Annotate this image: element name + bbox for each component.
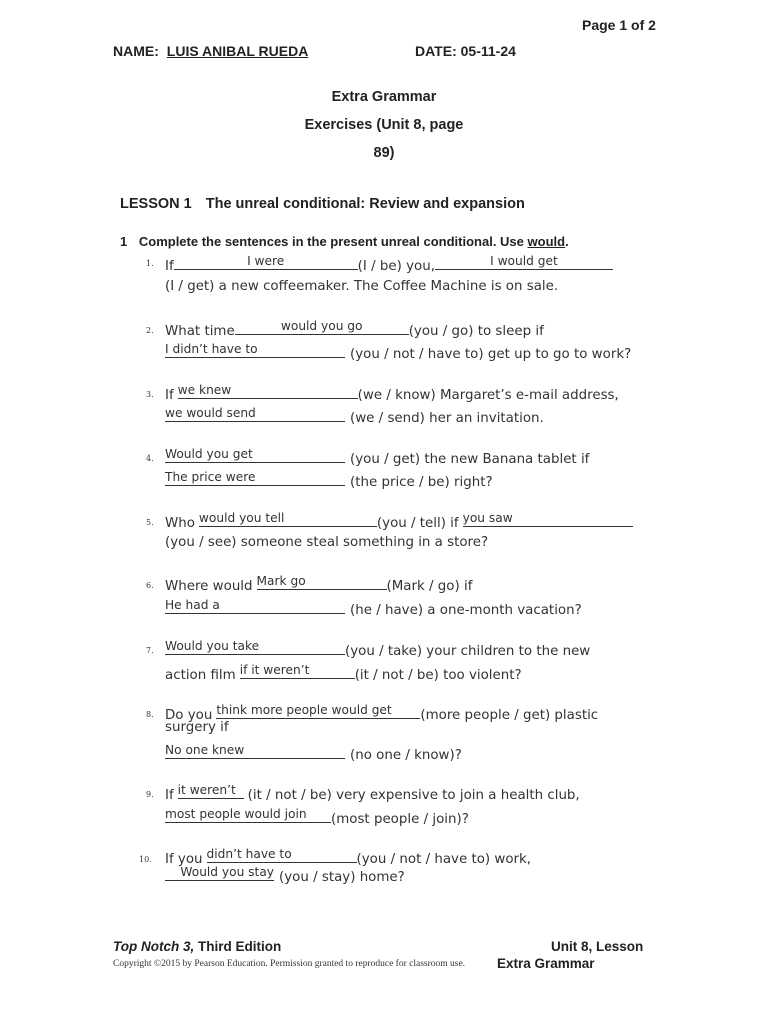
lesson-title: The unreal conditional: Review and expansion <box>205 196 525 212</box>
item-8-line-1 <box>165 704 598 723</box>
item-text: (it / not / be) too violent? <box>354 668 522 683</box>
item-text: Who <box>165 516 195 531</box>
item-text: If <box>165 788 174 803</box>
item-number: 3. <box>146 390 154 399</box>
item-text: (he / have) a one-month vacation? <box>350 603 582 618</box>
item-text: (no one / know)? <box>350 748 462 763</box>
book-edition: Third Edition <box>198 939 282 954</box>
answer-text: if it weren’t <box>239 663 310 677</box>
answer-blank[interactable] <box>165 640 345 655</box>
answer-blank[interactable] <box>174 255 358 270</box>
item-text: If <box>165 259 174 274</box>
answer-text: Would you get <box>165 447 253 461</box>
item-4-line-1 <box>165 448 589 467</box>
answer-blank[interactable] <box>165 744 345 759</box>
item-text: Where would <box>165 579 253 594</box>
answer-blank[interactable] <box>165 599 345 614</box>
item-6-line-2 <box>165 599 582 618</box>
answer-text: would you tell <box>198 511 285 525</box>
answer-text: Would you take <box>165 639 260 653</box>
item-text: (you / not / have to) work, <box>356 852 532 867</box>
item-5-line-2: (you / see) someone steal something in a store? <box>165 535 489 550</box>
answer-text: I didn’t have to <box>165 342 258 356</box>
item-3-line-1 <box>165 384 619 403</box>
instruction-end: . <box>565 234 569 249</box>
item-number: 7. <box>146 646 154 655</box>
answer-blank[interactable] <box>165 471 345 486</box>
item-number: 8. <box>146 710 154 719</box>
item-9-line-2 <box>165 808 469 827</box>
item-5-line-1 <box>165 512 633 531</box>
answer-blank[interactable] <box>240 664 355 679</box>
item-number: 1. <box>146 259 154 268</box>
item-1-line-2: (I / get) a new coffeemaker. The Coffee Machine is on sale. <box>165 279 559 294</box>
item-7-line-1 <box>165 640 590 659</box>
answer-blank[interactable] <box>199 512 377 527</box>
name-row <box>113 43 308 59</box>
item-6-line-1 <box>165 575 472 594</box>
answer-blank[interactable] <box>463 512 633 527</box>
answer-text: Would you stay <box>180 865 274 879</box>
copyright: Copyright ©2015 by Pearson Education. Permission granted to reproduce for classroom use. <box>113 959 466 969</box>
item-text: (you / get) the new Banana tablet if <box>350 452 590 467</box>
answer-text: The price were <box>165 470 256 484</box>
item-text: (the price / be) right? <box>350 475 493 490</box>
answer-text: No one knew <box>165 743 245 757</box>
page-title-line1: Extra Grammar <box>331 89 437 105</box>
item-text: Do you <box>165 708 213 723</box>
item-text: (I / be) you, <box>357 259 435 274</box>
item-text: (Mark / go) if <box>386 579 473 594</box>
footer-section: Extra Grammar <box>497 956 595 971</box>
answer-text: didn’t have to <box>206 847 292 861</box>
answer-text: we knew <box>177 383 232 397</box>
item-text: (you / not / have to) get up to go to work? <box>350 347 632 362</box>
item-4-line-2 <box>165 471 493 490</box>
instruction-text: Complete the sentences in the present unreal conditional. Use <box>138 234 524 249</box>
answer-blank[interactable] <box>216 704 420 719</box>
lesson-label: LESSON 1 <box>120 196 192 212</box>
item-text: If <box>165 388 174 403</box>
answer-text: most people would join <box>165 807 307 821</box>
answer-blank[interactable] <box>165 808 331 823</box>
answer-blank[interactable] <box>257 575 387 590</box>
answer-text: I were <box>247 254 285 268</box>
item-1-line-1 <box>165 255 613 274</box>
item-2-line-2 <box>165 343 631 362</box>
answer-text: He had a <box>165 598 220 612</box>
item-3-line-2 <box>165 407 544 426</box>
item-text: (you / go) to sleep if <box>408 324 544 339</box>
item-text: (more people / get) plastic <box>420 708 599 723</box>
item-text: (you / take) your children to the new <box>345 644 591 659</box>
item-number: 5. <box>146 518 154 527</box>
item-text: (we / send) her an invitation. <box>350 411 544 426</box>
answer-blank[interactable] <box>435 255 613 270</box>
answer-text: it weren’t <box>177 783 236 797</box>
lesson-heading <box>120 196 525 212</box>
name-label: NAME: <box>113 43 159 59</box>
item-text: (it / not / be) very expensive to join a health club, <box>247 788 580 803</box>
item-text: (most people / join)? <box>331 812 469 827</box>
item-number: 2. <box>146 326 154 335</box>
answer-blank[interactable] <box>165 866 274 881</box>
answer-blank[interactable] <box>178 784 244 799</box>
item-9-line-1 <box>165 784 580 803</box>
page-title-line2: Exercises (Unit 8, page <box>304 117 464 133</box>
answer-blank[interactable] <box>165 343 345 358</box>
answer-blank[interactable] <box>165 407 345 422</box>
item-text: (we / know) Margaret’s e-mail address, <box>357 388 619 403</box>
item-10-line-2 <box>165 866 405 885</box>
item-text: What time <box>165 324 235 339</box>
item-2-line-1 <box>165 320 544 339</box>
date-label: DATE: 05-11-24 <box>415 43 516 59</box>
item-8-line-3 <box>165 744 462 763</box>
page-number: Page 1 of 2 <box>582 17 656 33</box>
answer-text: Mark go <box>256 574 306 588</box>
item-text: action film <box>165 668 236 683</box>
answer-text: I would get <box>490 254 558 268</box>
page-title-line3: 89) <box>373 145 395 161</box>
footer-unit: Unit 8, Lesson <box>551 939 644 954</box>
answer-blank[interactable] <box>207 848 357 863</box>
item-8-line-2: surgery if <box>165 720 229 735</box>
answer-text: we would send <box>165 406 256 420</box>
book-title: Top Notch 3, <box>113 939 195 954</box>
item-number: 4. <box>146 454 154 463</box>
instruction <box>120 234 569 249</box>
answer-text: would you go <box>280 319 363 333</box>
item-number: 10. <box>139 855 152 864</box>
item-number: 9. <box>146 790 154 799</box>
answer-blank[interactable] <box>165 448 345 463</box>
answer-text: you saw <box>462 511 513 525</box>
item-text: (you / tell) if <box>376 516 459 531</box>
answer-blank[interactable] <box>178 384 358 399</box>
student-name: LUIS ANIBAL RUEDA <box>166 43 309 59</box>
item-7-line-2 <box>165 664 522 683</box>
item-text: If you <box>165 852 203 867</box>
instruction-keyword: would <box>527 234 566 249</box>
instruction-number: 1 <box>120 234 128 249</box>
item-number: 6. <box>146 581 154 590</box>
item-text: (you / stay) home? <box>279 870 405 885</box>
answer-text: think more people would get <box>216 703 392 717</box>
answer-blank[interactable] <box>235 320 409 335</box>
footer-book <box>113 939 281 954</box>
